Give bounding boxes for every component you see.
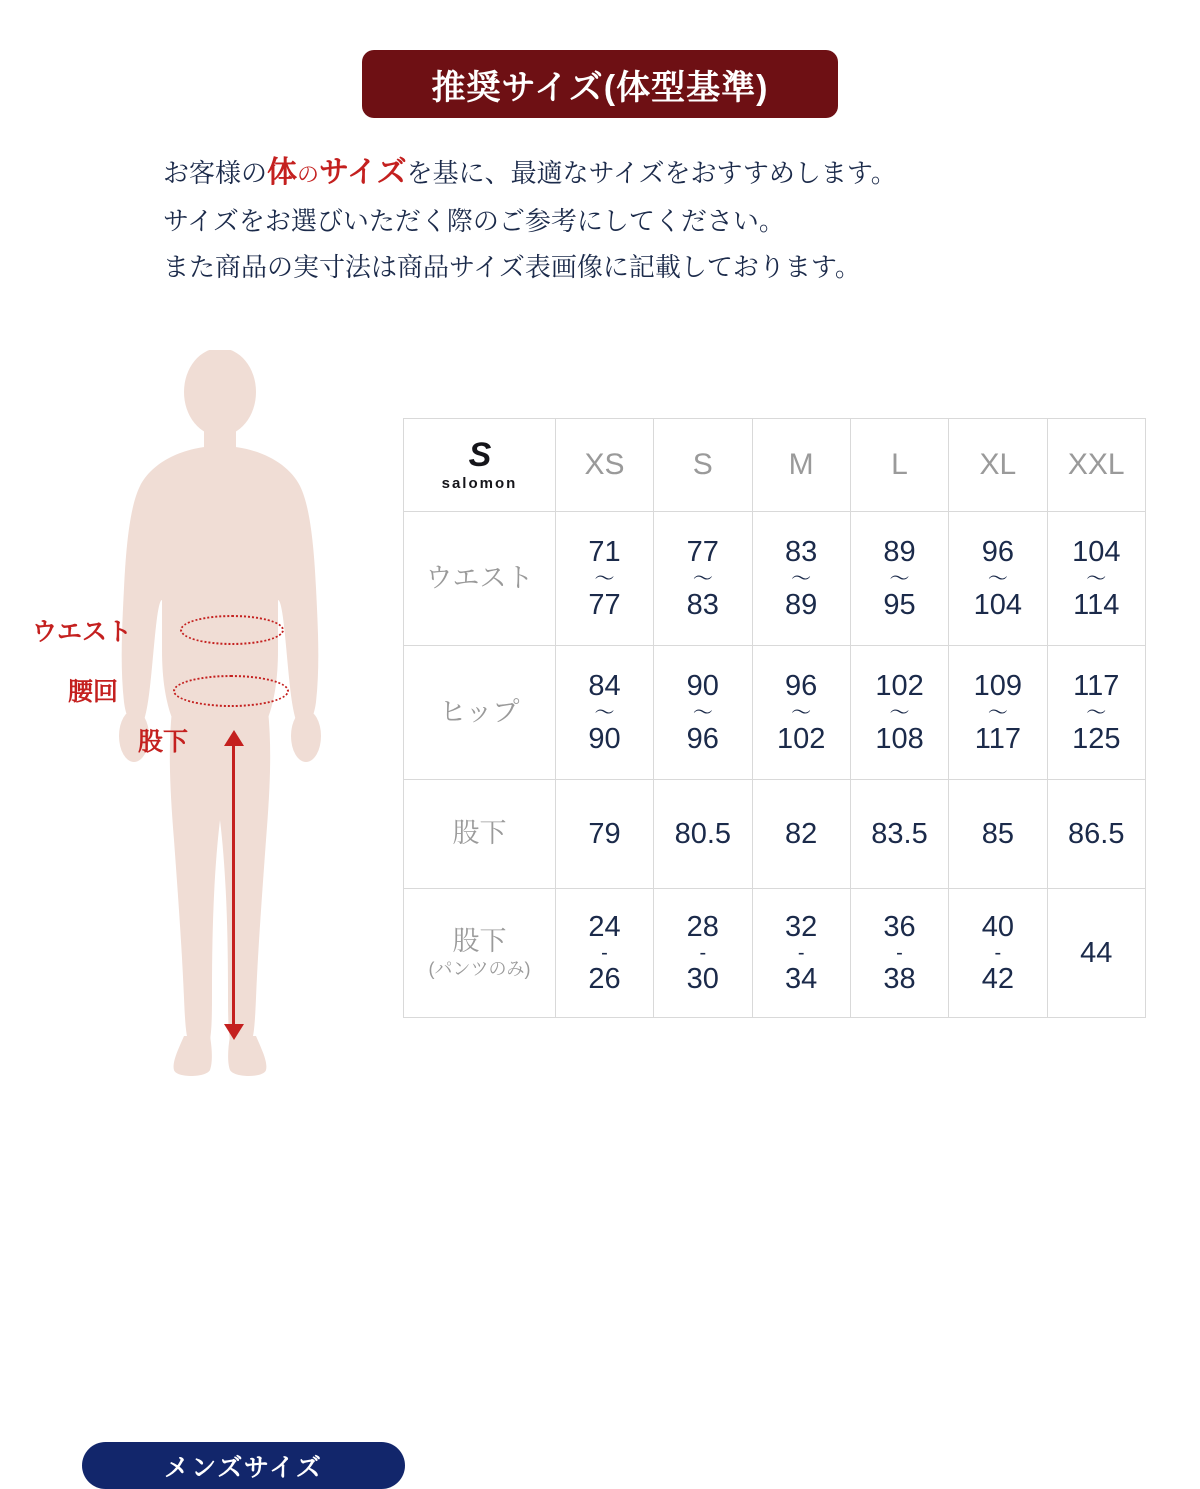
range-separator: 〜 xyxy=(1086,567,1107,590)
cell-inseam-xl: 85 xyxy=(949,780,1047,889)
value-top: 104 xyxy=(1072,536,1121,569)
value-bottom: 34 xyxy=(785,963,818,995)
range-separator: - xyxy=(699,942,707,964)
value-top: 96 xyxy=(785,670,818,703)
value-top: 90 xyxy=(686,670,719,703)
table-row xyxy=(404,889,1146,1018)
salomon-mark-icon: S xyxy=(468,436,491,474)
row-label-inseam-pants xyxy=(404,889,556,1018)
cell-inseam-s: 80.5 xyxy=(654,780,752,889)
human-body-illustration xyxy=(80,350,360,1090)
cell-inseam-xxl: 86.5 xyxy=(1047,780,1145,889)
row-label-main: 股下 xyxy=(452,926,507,957)
range-separator: - xyxy=(601,942,608,964)
figure-label-hip: 腰回 xyxy=(68,678,119,706)
cell-inseam-l: 83.5 xyxy=(850,780,948,889)
range-separator: 〜 xyxy=(594,567,615,590)
value-bottom: 77 xyxy=(588,588,621,621)
cell-inseam-xs: 79 xyxy=(555,780,653,889)
range-separator: 〜 xyxy=(791,701,812,724)
intro-line-3: また商品の実寸法は商品サイズ表画像に記載しております。 xyxy=(163,252,861,282)
cell-waist-xxl xyxy=(1047,512,1145,646)
value-bottom: 30 xyxy=(686,963,719,995)
value-top: 83 xyxy=(785,536,818,569)
row-label-inseam: 股下 xyxy=(404,780,556,889)
cell-inseam-pants-l xyxy=(850,889,948,1018)
table-row xyxy=(404,780,1146,889)
cell-waist-xs xyxy=(555,512,653,646)
value-top: 84 xyxy=(588,670,621,703)
cell-inseam-pants-m xyxy=(752,889,850,1018)
value-top: 117 xyxy=(1073,670,1120,703)
inseam-arrow-down-icon xyxy=(224,1024,244,1040)
value-bottom: 42 xyxy=(981,963,1014,995)
cell-hip-m xyxy=(752,646,850,780)
value-bottom: 108 xyxy=(875,722,924,755)
cell-waist-xl xyxy=(949,512,1047,646)
gender-badge xyxy=(82,1442,405,1489)
inseam-measure-line xyxy=(232,740,235,1030)
value-bottom: 114 xyxy=(1073,588,1120,621)
cell-hip-s xyxy=(654,646,752,780)
cell-inseam-m: 82 xyxy=(752,780,850,889)
range-separator: 〜 xyxy=(987,567,1008,590)
cell-hip-xxl xyxy=(1047,646,1145,780)
page-title: 推奨サイズ(体型基準) xyxy=(431,68,769,107)
value-bottom: 90 xyxy=(588,722,621,755)
value-top: 102 xyxy=(875,670,924,703)
size-header-xs: XS xyxy=(555,419,653,512)
value-bottom: 38 xyxy=(883,963,916,995)
range-separator: 〜 xyxy=(594,701,615,724)
value-bottom: 104 xyxy=(973,588,1023,621)
value-top: 71 xyxy=(588,536,621,569)
range-separator: - xyxy=(994,942,1002,964)
cell-waist-s xyxy=(654,512,752,646)
brand-logo-cell xyxy=(404,419,556,512)
intro-accent-size: サイズ xyxy=(319,156,407,189)
size-chart-table xyxy=(403,418,1146,1018)
cell-hip-l xyxy=(850,646,948,780)
table-row xyxy=(404,512,1146,646)
intro-line-2: サイズをお選びいただく際のご参考にしてください。 xyxy=(163,206,785,236)
header-banner xyxy=(362,50,838,118)
range-separator: 〜 xyxy=(987,701,1008,724)
intro-line-1-part-b: の xyxy=(297,162,320,187)
gender-badge-label: メンズサイズ xyxy=(164,1453,323,1482)
cell-waist-l xyxy=(850,512,948,646)
value-bottom: 83 xyxy=(686,588,719,621)
row-label-waist: ウエスト xyxy=(404,512,556,646)
range-separator: 〜 xyxy=(791,567,812,590)
intro-line-1-part-a: お客様の xyxy=(163,158,268,188)
value-top: 96 xyxy=(981,536,1014,569)
intro-line-1 xyxy=(163,150,1083,198)
cell-inseam-pants-xxl: 44 xyxy=(1047,889,1145,1018)
value-bottom: 96 xyxy=(686,722,719,755)
range-separator: 〜 xyxy=(1086,701,1107,724)
table-row xyxy=(404,646,1146,780)
table-header-row xyxy=(404,419,1146,512)
value-top: 77 xyxy=(686,536,719,569)
intro-accent-body: 体 xyxy=(267,156,298,189)
cell-inseam-pants-s xyxy=(654,889,752,1018)
value-top: 32 xyxy=(785,910,818,943)
hip-measure-ellipse xyxy=(173,675,289,707)
size-header-xxl: XXL xyxy=(1047,419,1145,512)
range-separator: 〜 xyxy=(692,567,713,590)
range-separator: - xyxy=(896,942,903,964)
value-top: 24 xyxy=(588,910,621,943)
salomon-logo xyxy=(404,438,555,492)
range-separator: 〜 xyxy=(692,701,713,724)
range-separator: 〜 xyxy=(889,567,910,590)
salomon-wordmark: salomon xyxy=(441,475,518,492)
waist-measure-ellipse xyxy=(180,615,284,645)
cell-hip-xs xyxy=(555,646,653,780)
size-header-s: S xyxy=(654,419,752,512)
figure-label-inseam: 股下 xyxy=(138,728,189,756)
intro-line-1-part-c: を基に、最適なサイズをおすすめします。 xyxy=(406,158,897,188)
row-label-hip: ヒップ xyxy=(404,646,556,780)
range-separator: 〜 xyxy=(889,701,910,724)
cell-hip-xl xyxy=(949,646,1047,780)
value-bottom: 95 xyxy=(883,588,916,621)
range-separator: - xyxy=(797,942,805,964)
size-header-m: M xyxy=(752,419,850,512)
figure-label-waist: ウエスト xyxy=(32,618,133,646)
intro-text xyxy=(163,150,1083,290)
value-bottom: 117 xyxy=(974,722,1021,755)
cell-inseam-pants-xl xyxy=(949,889,1047,1018)
value-top: 109 xyxy=(973,670,1023,703)
value-bottom: 89 xyxy=(785,588,818,621)
cell-inseam-pants-xs xyxy=(555,889,653,1018)
value-top: 36 xyxy=(883,910,916,943)
value-bottom: 26 xyxy=(588,963,621,995)
value-bottom: 125 xyxy=(1072,722,1121,755)
value-top: 28 xyxy=(686,910,719,943)
body-figure-area xyxy=(20,350,400,1482)
row-label-sub: (パンツのみ) xyxy=(428,959,531,980)
size-header-xl: XL xyxy=(949,419,1047,512)
size-header-l: L xyxy=(850,419,948,512)
value-top: 40 xyxy=(981,910,1014,943)
value-bottom: 102 xyxy=(776,722,826,755)
cell-waist-m xyxy=(752,512,850,646)
value-top: 89 xyxy=(883,536,916,569)
